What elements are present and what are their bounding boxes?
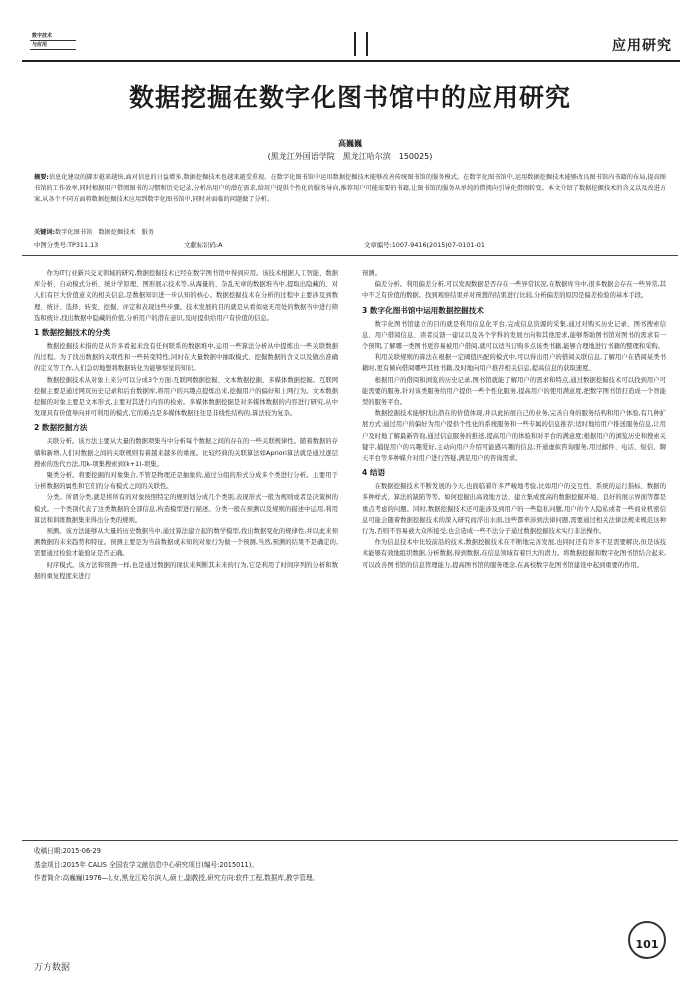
paragraph: 偏差分析。利用偏差分析,可以发现数据是否存在一些异常状况,在数据库当中,很多数据会存在一些异常,其中不乏有价值的数据。找到观察结果并对预想的结果进行比较,分析偏差的原因是偏差检验的基本手段。 <box>362 281 666 300</box>
abstract-text: 信息化建设的脚步越来越快,面对信息的日益增多,数据挖掘技术也越来越受重视。在数字化图书馆中运用数据挖掘技术能够改善传统图书馆的服务模式。在数字化图书馆中,运用数据挖掘技术能够改良图书馆内书籍的布局,提高图书馆的工作效率,同时根据用户借阅图书的习惯和历史记录,分析出用户的潜在需求,给用户提供个性化的服务导向,推荐用户可能需要的书籍,让图书馆的服务从单纯的借阅向引导化借阅转变。本文介绍了数据挖掘技术的含义以及改进方案,从各个不同方面将数据挖掘技术应用到数字化图书馆中,同时对面临的问题做了分析。 <box>34 174 666 203</box>
page-header <box>22 28 680 62</box>
paragraph: 预测。该方法能够从大量的历史数据当中,通过算法建立起的数学模型,找出数据变化的规律性,并以此来预测数据的未来趋势和特征。预测主要是为当前数据或未知的对象行为做一个预测,当然,预测的结果不是确定的,需要通过检验才能验证是否正确。 <box>34 528 338 558</box>
page-number: 101 <box>635 938 659 951</box>
document-code: 文献标识码:A <box>184 241 223 249</box>
paragraph: 作为信息技术中比较前沿的技术,数据挖掘技术在不断地完善发展,也同时还有许多不足需要解决,但是该技术能够有效地组织数据,分析数据,得到数据,在信息领域有着巨大的潜力。将数据挖掘和数字化图书馆结合起来,可以改善图书馆的信息管理能力,提高图书馆的服务理念,在高校数字化图书馆建设中起到重要的作用。 <box>362 539 666 569</box>
right-column <box>362 268 666 571</box>
abstract <box>34 172 666 205</box>
header-rule <box>22 255 678 256</box>
keywords-text: 数字化图书馆 数据挖掘技术 服务 <box>55 229 155 236</box>
paragraph: 预测。 <box>362 270 381 277</box>
footnotes <box>34 845 634 886</box>
section-heading-1: 1 数据挖掘技术的分类 <box>34 328 111 338</box>
paragraph: 数据挖掘技术从对象上来分可以分成3个方面:互联网数据挖掘、文本数据挖掘、多媒体数据挖掘。互联网挖掘主要是通过网页历史记录和后台数据库,将用户的兴趣点提炼出来,挖掘用户的偏好和上网行为。文本数据挖掘的对象主要是文本形式,主要对其进行内容的检索。多媒体数据挖掘是对多媒体数据的内容进行研究,从中发现具有价值导向并可利用的模式,它的难点是多媒体数据往往是非线性结构的,算法较为复杂。 <box>34 376 338 418</box>
paragraph: 根据用户的借阅和浏览的历史记录,图书馆就能了解用户的需求和特点,通过数据挖掘技术可以找到用户可能需要的服务,针对该类服务给用户提供一些个性化服务,提高用户的使用满意度,把数字图书馆打造成一个智能型的服务平台。 <box>362 376 666 407</box>
left-column <box>34 268 338 582</box>
paragraph: 时序模式。该方法和预测一样,也是通过数据的现状来判断其未来的行为,它是利用了时间序列的分析和数据的重复程度来进行 <box>34 561 338 580</box>
intro-paragraph: 作为IT行业新兴交叉领域的研究,数据挖掘技术已经在数字图书馆中得到应用。该技术根据人工智能、数据库分析、自动模式分析、统计学原理、图形展示技术等,从海量的、杂乱无章的数据堆当中,提取出隐藏的、对人们有巨大价值意义的相关信息,是数据知识进一步认知的核心。数据挖掘技术在分析的过程中主要涉及到数理、统计、选择、转变、挖掘、评定和表现这些步骤。技术发展的目的就是从看似毫无用处的数据当中进行筛选和统计,找出数据中隐藏的价值,分析用户的潜在意识,及时提供给用户有价值的信息。 <box>34 270 338 322</box>
journal-name-line1: 数字技术 <box>30 32 76 41</box>
keywords <box>34 227 666 238</box>
paragraph: 聚类分析。将要挖掘的对象集合,不管是物理还是抽象的,通过分组的形式分成多个类进行分析。主要用于分析数据的属性和它们的分布模式之间的关联性。 <box>34 472 338 491</box>
section-heading-2: 2 数据挖掘方法 <box>34 423 88 433</box>
journal-logo <box>30 32 76 50</box>
page-number-badge <box>628 921 666 959</box>
received-date: 收稿日期:2015-06-29 <box>34 847 101 855</box>
paragraph: 利用关联规则的算法在根据一定阈值匹配的模式中,可以得出用户的借阅关联信息,了解用户在借阅某类书籍时,更有倾向借阅哪些其他书籍,及时地向用户推荐相关信息,提高信息的获取速度。 <box>362 354 666 373</box>
paragraph: 分类。所谓分类,就是将所有的对象按照特定的规则划分成几个类别,表现形式一般为规则或者是决策树的模式。一个类别代表了这类数据的全部信息,构造模型进行描述。分类一般在预测以及规则的描述中运用,利用算法和训练数据集来得出分类的规则。 <box>34 494 338 524</box>
article-title: 数据挖掘在数字化图书馆中的应用研究 <box>128 83 571 112</box>
author-name: 高巍巍 <box>338 139 362 148</box>
section-tag: 应用研究 <box>612 38 672 54</box>
author-bio: 作者简介:高巍巍(1976—),女,黑龙江哈尔滨人,硕士,副教授,研究方向:软件工程,数据库,教学管理。 <box>34 874 320 882</box>
fund-note: 基金项目:2015年 CALIS 全国农学文献信息中心研究项目(编号:2015011)。 <box>34 860 258 869</box>
abstract-label: 摘要: <box>34 174 49 181</box>
paragraph: 数据挖掘技术能够找出潜在的价值体现,并以此拓展自己的业务,完善自身的服务结构和用户体验,有几种扩展方式:通过用户的偏好为用户提供个性化的系统服务和一些专属的信息推荐;适时地给用户推送服务信息,让用户及时地了解最新咨询,通过信息服务的推送,提高用户的体验和对平台的满意度;根据用户的浏览历史和搜索关键字,捕捉用户的兴趣爱好,主动向用户介绍可能感兴趣的信息;开通虚拟咨询服务,用过邮件、电话、短信、聊天平台等多种媒介对用户进行答疑,满足用户的咨询需求。 <box>362 410 666 463</box>
paragraph: 数字化图书馆建立的目的就是利用信息化平台,完成信息资源的采集,通过对购买历史记录、图书搜索信息、用户借阅信息、读者反馈一建议以及各个学科的发展方向和其他需求,能够帮助图书馆对图书的需求有一个预期,了解哪一类图书更容易被用户借阅,就可以适当订购多点该类书籍,能够合理地进行书籍的整理和采购。 <box>362 320 666 351</box>
paragraph: 在数据挖掘技术不断发展的今天,也面临着许多严峻地考验,比如用户的交互性、系统的运行指标、数据的多种样式、算法的缺陷等等。如何挖掘出高效地方法、建立集成度高的数据挖掘环境、良好的展示界面等都是重点考虑的问题。同时,数据挖掘技术还可能涉及到用户的一些隐私问题,用户的个人隐私或者一些商业机密信息可能会随着数据挖掘技术的深入研究而浮出水面,这些都牵涉到法律问题,需要通过相关法律法规来规范这种行为,否则不容易被大众所接受,也会造成一些不法分子通过数据挖掘技术实行非法操作。 <box>362 483 666 536</box>
journal-name-line2: 与应用 <box>30 41 76 50</box>
section-heading-3: 3 数字化图书馆中运用数据挖掘技术 <box>362 305 484 315</box>
footnote-rule <box>22 840 678 841</box>
article-number: 文章编号:1007-9416(2015)07-0101-01 <box>364 241 485 249</box>
author-affiliation: (黑龙江外国语学院 黑龙江哈尔滨 150025) <box>267 152 433 161</box>
clc-number: 中图分类号:TP311.13 <box>34 241 99 249</box>
paragraph: 数据挖掘技术指的是从许多看起来没有任何联系的数据堆中,运用一些算法分析从中提炼出一些关联数据的过程。为了找出数据的关联性和一些转变特性,同时在大量数据中抽取模式、挖掘数据的含义以及做出准确的定义等工作,人们急切地想将数据转化为能够察觉的知识。 <box>34 343 338 373</box>
paragraph: 关联分析。该方法主要从大量的数据项集当中分析每个数据之间的存在的一些关联规律性。随着数据的存储和新增,人们对数据之间的关联规则有着越来越多的重视。比较经典的关联算法如Apriori算法就是通过逐层搜索的迭代方法,用k-项集搜索到(k+1)-项集。 <box>34 438 338 468</box>
database-brand: 万方数据 <box>34 963 71 973</box>
keywords-label: 关键词: <box>34 229 56 236</box>
section-heading-4: 4 结语 <box>362 468 386 478</box>
header-divider-bars <box>354 32 368 56</box>
